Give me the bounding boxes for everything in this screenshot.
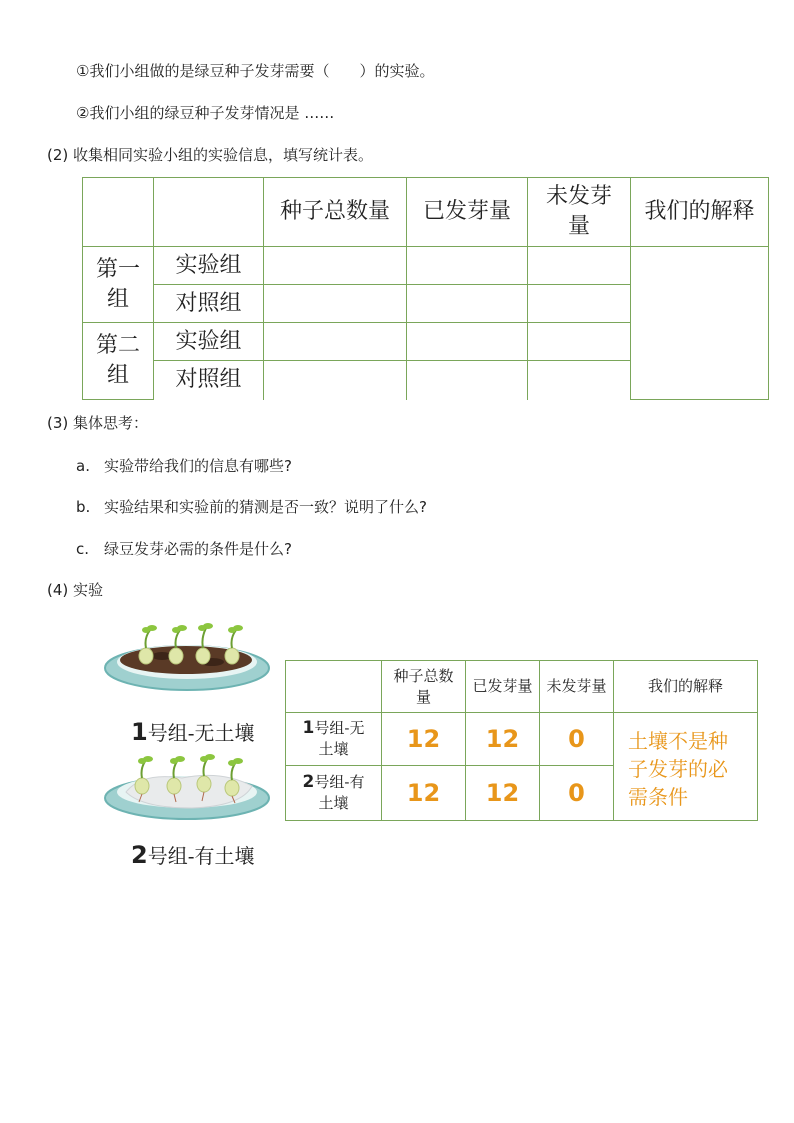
section-4-heading: (4) 实验: [47, 581, 104, 599]
caption-text: 号组-有土壤: [147, 844, 255, 868]
question-c: [76, 539, 292, 559]
cell-sprouted[interactable]: [407, 323, 528, 361]
cell-explanation: [614, 713, 758, 821]
row-label: 号组-无土壤: [314, 719, 365, 758]
experiment-results-table: [285, 660, 758, 821]
cell-sprouted[interactable]: [407, 285, 528, 323]
group-2-label: 第二组: [83, 323, 154, 400]
intro-item-1: ①我们小组做的是绿豆种子发芽需要（ ）的实验。: [76, 62, 435, 80]
cell-sprouted[interactable]: [407, 247, 528, 285]
header-empty-cell: [83, 178, 154, 247]
header-sprouted: 已发芽量: [407, 178, 528, 247]
header-empty-cell: [286, 661, 382, 713]
row-label-group-1: [286, 713, 382, 766]
statistics-table: [82, 177, 769, 400]
row-label: 对照组: [154, 285, 264, 323]
question-b: [76, 497, 427, 517]
question-a: [76, 456, 292, 476]
row-label: 实验组: [154, 247, 264, 285]
cell-sprouted: 12: [466, 713, 540, 766]
question-text: 实验结果和实验前的猜测是否一致？说明了什么?: [104, 498, 427, 516]
row-label: 实验组: [154, 323, 264, 361]
cell-not-sprouted: 0: [540, 766, 614, 821]
cell-not-sprouted: 0: [540, 713, 614, 766]
section-3-heading: (3) 集体思考：: [47, 414, 149, 432]
cell-total: 12: [382, 766, 466, 821]
question-marker: a.: [76, 457, 90, 475]
explanation-text: 土壤不是种子发芽的必需条件: [628, 729, 728, 809]
cell-total[interactable]: [264, 247, 407, 285]
cell-not-sprouted[interactable]: [528, 361, 631, 400]
caption-group-2: [131, 840, 254, 869]
row-number: 1: [302, 718, 315, 738]
question-text: 实验带给我们的信息有哪些?: [104, 457, 292, 475]
petri-dish-paper-illustration: [102, 752, 272, 822]
header-explanation: 我们的解释: [631, 178, 769, 247]
header-total: 种子总数量: [264, 178, 407, 247]
header-explanation: 我们的解释: [614, 661, 758, 713]
intro-item-2: ②我们小组的绿豆种子发芽情况是 ……: [76, 104, 335, 122]
caption-text: 号组-无土壤: [147, 721, 255, 745]
header-empty-cell: [154, 178, 264, 247]
question-marker: b.: [76, 498, 91, 516]
cell-not-sprouted[interactable]: [528, 285, 631, 323]
header-sprouted: 已发芽量: [466, 661, 540, 713]
header-not-sprouted: 未发芽量: [540, 661, 614, 713]
cell-explanation[interactable]: [631, 247, 769, 400]
question-marker: c.: [76, 540, 90, 558]
header-total: 种子总数量: [382, 661, 466, 713]
cell-total: 12: [382, 713, 466, 766]
cell-not-sprouted[interactable]: [528, 323, 631, 361]
cell-not-sprouted[interactable]: [528, 247, 631, 285]
section-2-heading: (2) 收集相同实验小组的实验信息，填写统计表。: [47, 146, 374, 164]
cell-sprouted: 12: [466, 766, 540, 821]
caption-number: 1: [131, 718, 148, 746]
group-1-label: 第一组: [83, 247, 154, 323]
question-text: 绿豆发芽必需的条件是什么?: [104, 540, 292, 558]
cell-total[interactable]: [264, 323, 407, 361]
petri-dish-soil-illustration: [102, 618, 272, 694]
row-label-group-2: [286, 766, 382, 821]
cell-total[interactable]: [264, 285, 407, 323]
row-label: 对照组: [154, 361, 264, 400]
row-number: 2: [302, 772, 315, 792]
cell-total[interactable]: [264, 361, 407, 400]
row-label: 号组-有土壤: [314, 773, 365, 812]
cell-sprouted[interactable]: [407, 361, 528, 400]
caption-number: 2: [131, 841, 148, 869]
header-not-sprouted: 未发芽量: [528, 178, 631, 247]
caption-group-1: [131, 717, 254, 746]
